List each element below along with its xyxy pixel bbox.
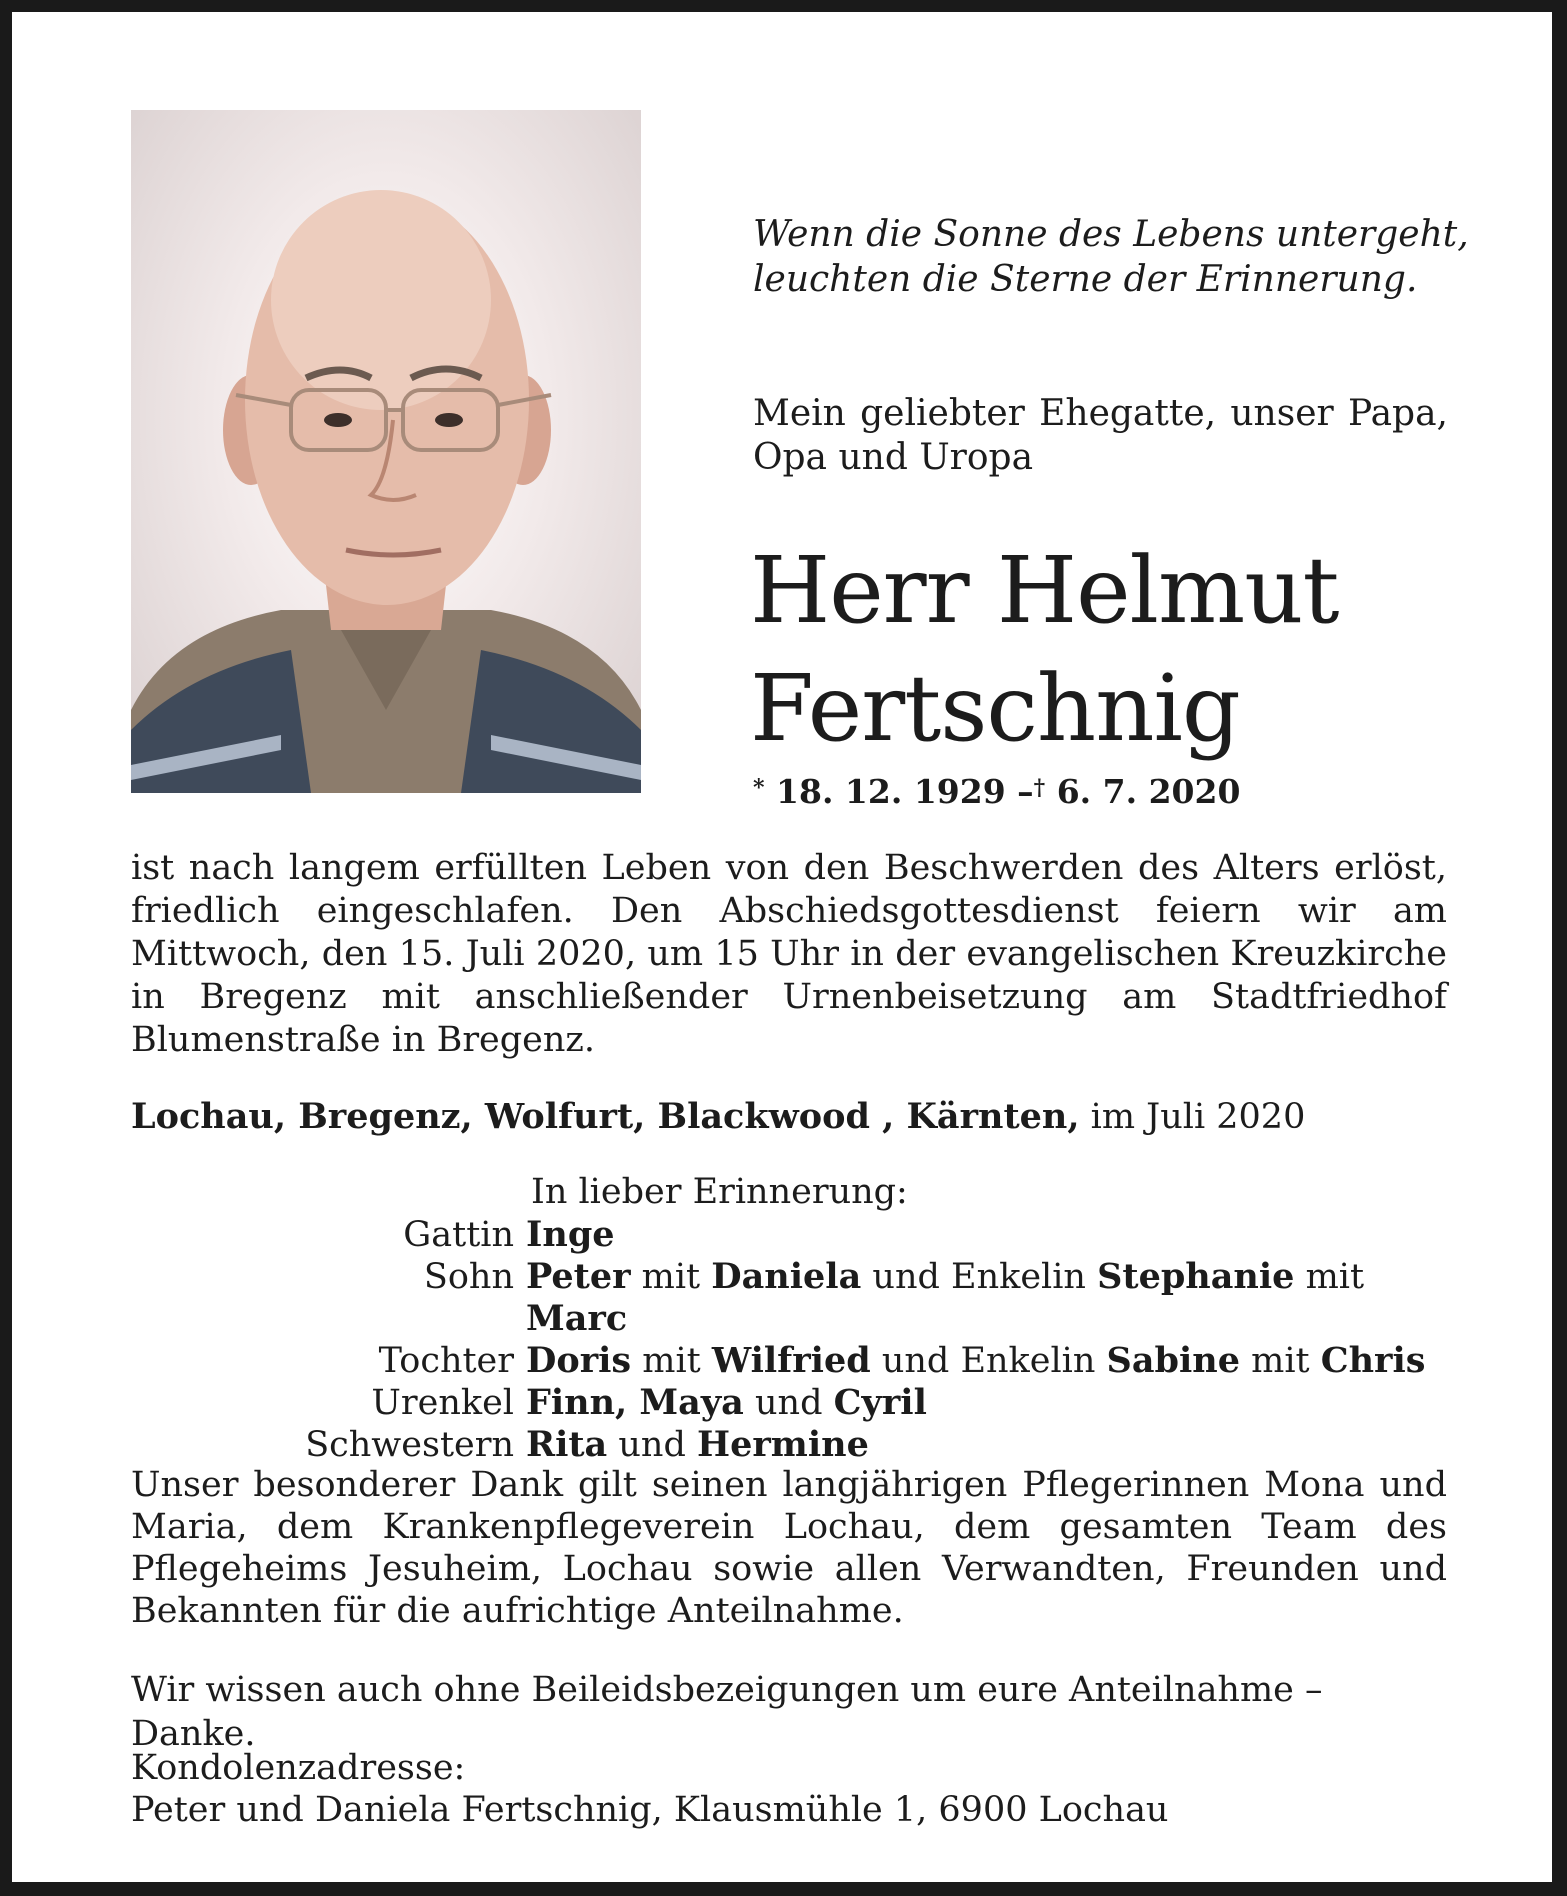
family-role: Tochter: [378, 1341, 514, 1381]
places-date-line: [131, 1095, 1447, 1139]
family-connector: mit: [1251, 1341, 1310, 1381]
condolence-address: [131, 1747, 1447, 1831]
deceased-name: [750, 532, 1530, 768]
family-name: Wilfried: [711, 1340, 871, 1381]
family-row-sohn: [131, 1256, 1471, 1340]
portrait-illustration: [131, 110, 641, 793]
family-row-gattin: [131, 1214, 1471, 1256]
family-row-tochter: [131, 1340, 1471, 1382]
family-name: Marc: [526, 1298, 628, 1339]
date-separator: –: [1017, 772, 1034, 811]
places-list: Lochau, Bregenz, Wolfurt, Blackwood , Kärnten,: [131, 1096, 1080, 1137]
family-name: Inge: [526, 1214, 615, 1255]
memory-heading: In lieber Erinnerung:: [531, 1172, 908, 1212]
family-list: [131, 1214, 1471, 1466]
family-role: Sohn: [423, 1257, 514, 1297]
family-name: Finn, Maya: [526, 1382, 744, 1423]
portrait-photo: [131, 110, 641, 793]
family-row-urenkel: [131, 1382, 1471, 1424]
family-name: Peter: [526, 1256, 631, 1297]
death-symbol: †: [1033, 775, 1046, 801]
family-role: Urenkel: [371, 1383, 514, 1423]
family-connector: mit: [642, 1341, 701, 1381]
family-name: Hermine: [697, 1424, 869, 1465]
address-label: Kondolenzadresse:: [131, 1748, 466, 1788]
family-name: Doris: [526, 1340, 632, 1381]
family-name: Sabine: [1106, 1340, 1240, 1381]
name-line-1: Herr Helmut: [750, 537, 1339, 644]
family-role: Schwestern: [305, 1425, 514, 1465]
family-connector: und Enkelin: [872, 1257, 1086, 1297]
family-role: Gattin: [403, 1215, 514, 1255]
memorial-quote: [753, 212, 1473, 302]
announcement-date: im Juli 2020: [1090, 1097, 1306, 1137]
quote-line-2: leuchten die Sterne der Erinnerung.: [753, 259, 1418, 300]
family-connector: und: [618, 1425, 686, 1465]
family-connector: mit: [641, 1257, 701, 1297]
announcement-text: ist nach langem erfüllten Leben von den Beschwerden des Alters erlöst, friedlich eingeschlafen. Den Abschiedsgottesdienst feiern wir am Mittwoch, den 15. Juli 2020, um 15 Uhr in der evangelischen Kreuzkirche in Bregenz mit anschließender Urnenbeisetzung am Stadtfriedhof Blumenstraße in Bregenz.: [131, 848, 1447, 1060]
family-name: Stephanie: [1097, 1256, 1295, 1297]
thanks-text: Unser besonderer Dank gilt seinen langjährigen Pflegerinnen Mona und Maria, dem Krankenpflegeverein Lochau, dem gesamten Team des Pflegeheims Jesuheim, Lochau sowie allen Verwandten, Freunden und Bekannten für die aufrichtige Anteilnahme.: [131, 1465, 1447, 1631]
birth-symbol: *: [753, 775, 765, 801]
death-date: 6. 7. 2020: [1056, 772, 1241, 811]
address-value: Peter und Daniela Fertschnig, Klausmühle 1, 6900 Lochau: [131, 1790, 1169, 1830]
family-name: Rita: [526, 1424, 608, 1465]
life-dates: [753, 770, 1240, 814]
birth-date: 18. 12. 1929: [776, 772, 1006, 811]
family-name: Chris: [1320, 1340, 1426, 1381]
intro-text: Mein geliebter Ehegatte, unser Papa, Opa und Uropa: [753, 393, 1448, 478]
name-line-2: Fertschnig: [750, 655, 1240, 762]
family-connector: und: [755, 1383, 823, 1423]
family-connector: mit: [1305, 1257, 1365, 1297]
family-name: Daniela: [711, 1256, 862, 1297]
family-connector: und Enkelin: [881, 1341, 1096, 1381]
obituary-page: [12, 12, 1552, 1882]
family-row-schwestern: [131, 1424, 1471, 1466]
family-name: Cyril: [833, 1382, 927, 1423]
no-condolence-text: Wir wissen auch ohne Beileidsbezeigungen um eure Anteilnahme – Danke.: [131, 1670, 1323, 1754]
quote-line-1: Wenn die Sonne des Lebens untergeht,: [753, 214, 1469, 255]
